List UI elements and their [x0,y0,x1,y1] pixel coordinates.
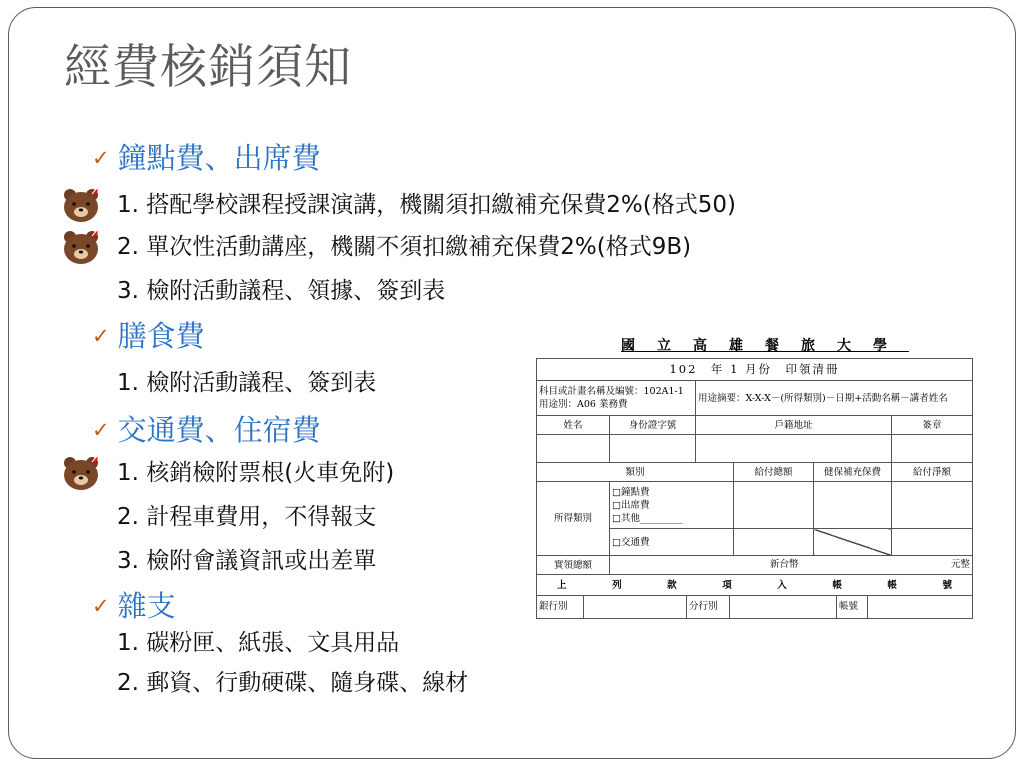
actual-total-label: 實領總額 [537,556,610,575]
section-heading-misc [92,588,176,624]
section-heading-lecture-fee [92,140,321,176]
option-lecture-fee: □鐘點費 [612,486,650,498]
header-name: 姓名 [537,416,610,435]
receipt-table [536,358,973,619]
blank-cell [814,482,892,529]
section-heading-label: 膳食費 [117,319,205,353]
bank-row [537,596,973,619]
header-address: 戶籍地址 [696,416,892,435]
option-other: □其他_________ [612,512,683,524]
income-options [610,482,734,529]
brown-bear-icon [61,228,101,266]
section-heading-meal-fee [92,318,205,354]
list-item: 1. 檢附活動議程、簽到表 [117,370,377,396]
header-seal: 簽章 [892,416,973,435]
checkmark-icon: ✓ [92,324,110,348]
brown-bear-icon [61,454,101,492]
transfer-char: 列 [612,579,622,591]
checkmark-icon: ✓ [92,594,110,618]
form-school-name: 國立高雄餐旅大學 [621,338,909,354]
actual-total-cell [610,556,973,575]
list-item: 1. 核銷檢附票根(火車免附) [117,460,395,486]
transfer-char: 項 [722,579,732,591]
list-item: 3. 檢附活動議程、領據、簽到表 [117,278,446,304]
list-item: 1. 搭配學校課程授課演講，機關須扣繳補充保費2%(格式50) [117,192,736,218]
form-usage: 用途別：A06 業務費 [539,399,628,410]
transfer-header [537,575,973,596]
header-category: 類別 [537,463,734,482]
blank-cell [696,435,892,463]
slide-title: 經費核銷須知 [64,40,352,95]
section-heading-label: 交通費、住宿費 [117,413,321,447]
option-attendance-fee: □出席費 [612,499,650,511]
checkmark-icon: ✓ [92,418,110,442]
list-item: 2. 計程車費用，不得報支 [117,504,377,530]
header-id: 身份證字號 [610,416,696,435]
blank-cell [892,435,973,463]
section-heading-travel-fee [92,412,321,448]
unit-label: 元整 [951,559,971,570]
blank-cell [892,482,973,529]
account-label: 帳號 [837,596,868,618]
form-plan-name: 科目或計畫名稱及編號：102A1-1 [539,386,684,397]
section-heading-label: 鐘點費、出席費 [117,141,321,175]
list-item: 2. 郵資、行動硬碟、隨身碟、線材 [117,670,469,696]
header-supplement: 健保補充保費 [814,463,892,482]
blank-cell [892,529,973,556]
section-heading-label: 雜支 [117,589,176,623]
header-net-pay: 給付淨額 [892,463,973,482]
receipt-form [536,334,972,619]
blank-cell [868,596,972,618]
form-plan-cell [537,381,696,416]
transfer-char: 帳 [887,579,897,591]
currency-label: 新台幣 [770,559,799,570]
header-total-pay: 給付總額 [734,463,814,482]
form-purpose: 用途摘要：X-X-X－(所得類別)－日期+活動名稱－講者姓名 [696,381,973,416]
income-type-label: 所得類別 [537,482,610,556]
blank-cell [734,529,814,556]
branch-label: 分行別 [687,596,730,618]
blank-cell [610,435,696,463]
list-item: 1. 碳粉匣、紙張、文具用品 [117,630,400,656]
diagonal-cell [814,529,892,556]
list-item: 2. 單次性活動講座，機關不須扣繳補充保費2%(格式9B) [117,234,692,260]
blank-cell [537,435,610,463]
bank-label: 銀行別 [537,596,584,618]
brown-bear-icon [61,186,101,224]
blank-cell [584,596,687,618]
option-transport-fee: □交通費 [610,529,734,556]
transfer-char: 入 [777,579,787,591]
transfer-char: 帳 [832,579,842,591]
transfer-char: 上 [557,579,567,591]
transfer-chars [537,580,972,591]
list-item: 3. 檢附會議資訊或出差單 [117,548,377,574]
transfer-char: 款 [667,579,677,591]
blank-cell [730,596,837,618]
checkmark-icon: ✓ [92,146,110,170]
transfer-char: 號 [942,579,952,591]
form-period-title: 102 年 1 月份 印領清冊 [537,359,973,381]
blank-cell [734,482,814,529]
